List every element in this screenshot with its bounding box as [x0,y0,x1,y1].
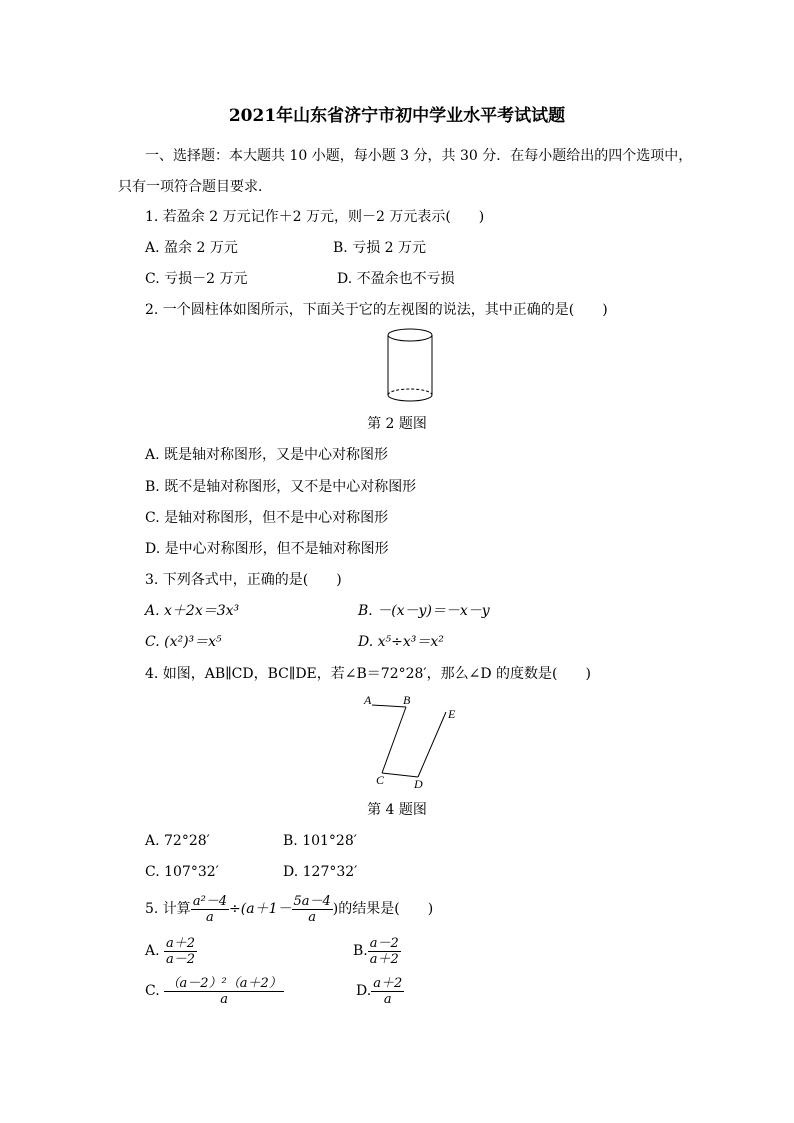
q5-option-a-denominator: a－2 [166,951,196,967]
q3-option-b: B. －(x－y)＝－x－y [358,603,490,619]
q5-fraction-2 [292,894,333,925]
q5-fraction-1-numerator: a²－4 [192,893,228,909]
q4-option-c: C. 107°32′ [145,864,219,880]
cylinder-figure [385,326,435,404]
q5-fraction-2-denominator: a [292,909,333,925]
point-a-label: A [364,693,372,707]
q2-option-a: A. 既是轴对称图形，又是中心对称图形 [145,447,389,463]
q5-option-c-numerator: （a－2）²（a＋2） [166,975,282,991]
q5-fraction-1-denominator: a [191,909,229,925]
q5-option-b-label: B. [353,943,368,959]
q1-option-a: A. 盈余 2 万元 [145,240,238,256]
q1-option-c: C. 亏损－2 万元 [145,271,248,287]
point-e-label: E [448,707,456,721]
q5-option-b-fraction [368,936,401,967]
q5-stem-middle: ÷(a＋1－ [229,901,292,917]
q5-fraction-2-numerator: 5a－4 [293,893,331,909]
q3-stem: 3. 下列各式中，正确的是( ) [145,572,342,588]
q5-option-a-fraction [164,936,197,967]
q2-figure-caption: 第 2 题图 [367,416,427,432]
q5-stem [145,892,433,926]
q3-option-c: C. (x²)³＝x⁵ [145,634,222,650]
q5-option-c [145,974,284,1008]
q5-option-c-fraction [164,976,284,1007]
q5-option-b [353,934,401,968]
q5-option-d [356,974,404,1008]
q1-option-b: B. 亏损 2 万元 [333,240,426,256]
q5-option-b-denominator: a＋2 [369,951,399,967]
q5-option-b-numerator: a－2 [369,935,399,951]
q2-stem: 2. 一个圆柱体如图所示，下面关于它的左视图的说法，其中正确的是( ) [145,302,608,318]
point-c-label: C [376,773,385,787]
q3-option-d: D. x⁵÷x³＝x² [358,634,444,650]
section-instruction-line1: 一、选择题：本大题共 10 小题，每小题 3 分，共 30 分．在每小题给出的四个选项中， [145,148,693,164]
q5-fraction-1 [191,894,229,925]
q4-option-d: D. 127°32′ [283,864,358,880]
point-d-label: D [414,777,423,791]
q5-stem-prefix: 5. 计算 [145,901,191,917]
point-b-label: B [403,693,411,707]
q4-figure-caption: 第 4 题图 [367,802,427,818]
q5-option-d-denominator: a [371,991,404,1007]
q2-option-d: D. 是中心对称图形，但不是轴对称图形 [145,541,389,557]
q5-option-d-numerator: a＋2 [373,975,403,991]
q5-option-a [145,934,197,968]
q5-stem-suffix: )的结果是( ) [332,901,434,917]
section-instruction-line2: 只有一项符合题目要求． [118,179,272,195]
q1-option-d: D. 不盈余也不亏损 [337,271,455,287]
q2-option-c: C. 是轴对称图形，但不是中心对称图形 [145,510,389,526]
q1-stem: 1. 若盈余 2 万元记作＋2 万元，则－2 万元表示( ) [145,209,485,225]
q5-option-c-label: C. [145,983,160,999]
q5-option-c-denominator: a [164,991,284,1007]
exam-title: 2021年山东省济宁市初中学业水平考试试题 [228,106,566,126]
parallel-lines-figure [360,690,465,792]
q5-option-d-label: D. [356,983,372,999]
q5-option-d-fraction [371,976,404,1007]
q5-option-a-label: A. [145,943,160,959]
q4-stem: 4. 如图，AB∥CD，BC∥DE，若∠B＝72°28′，那么∠D 的度数是( ) [145,666,591,682]
q4-option-a: A. 72°28′ [145,833,210,849]
q5-option-a-numerator: a＋2 [166,935,196,951]
q4-option-b: B. 101°28′ [283,833,357,849]
q2-option-b: B. 既不是轴对称图形，又不是中心对称图形 [145,479,417,495]
q3-option-a: A. x＋2x＝3x³ [145,603,240,619]
